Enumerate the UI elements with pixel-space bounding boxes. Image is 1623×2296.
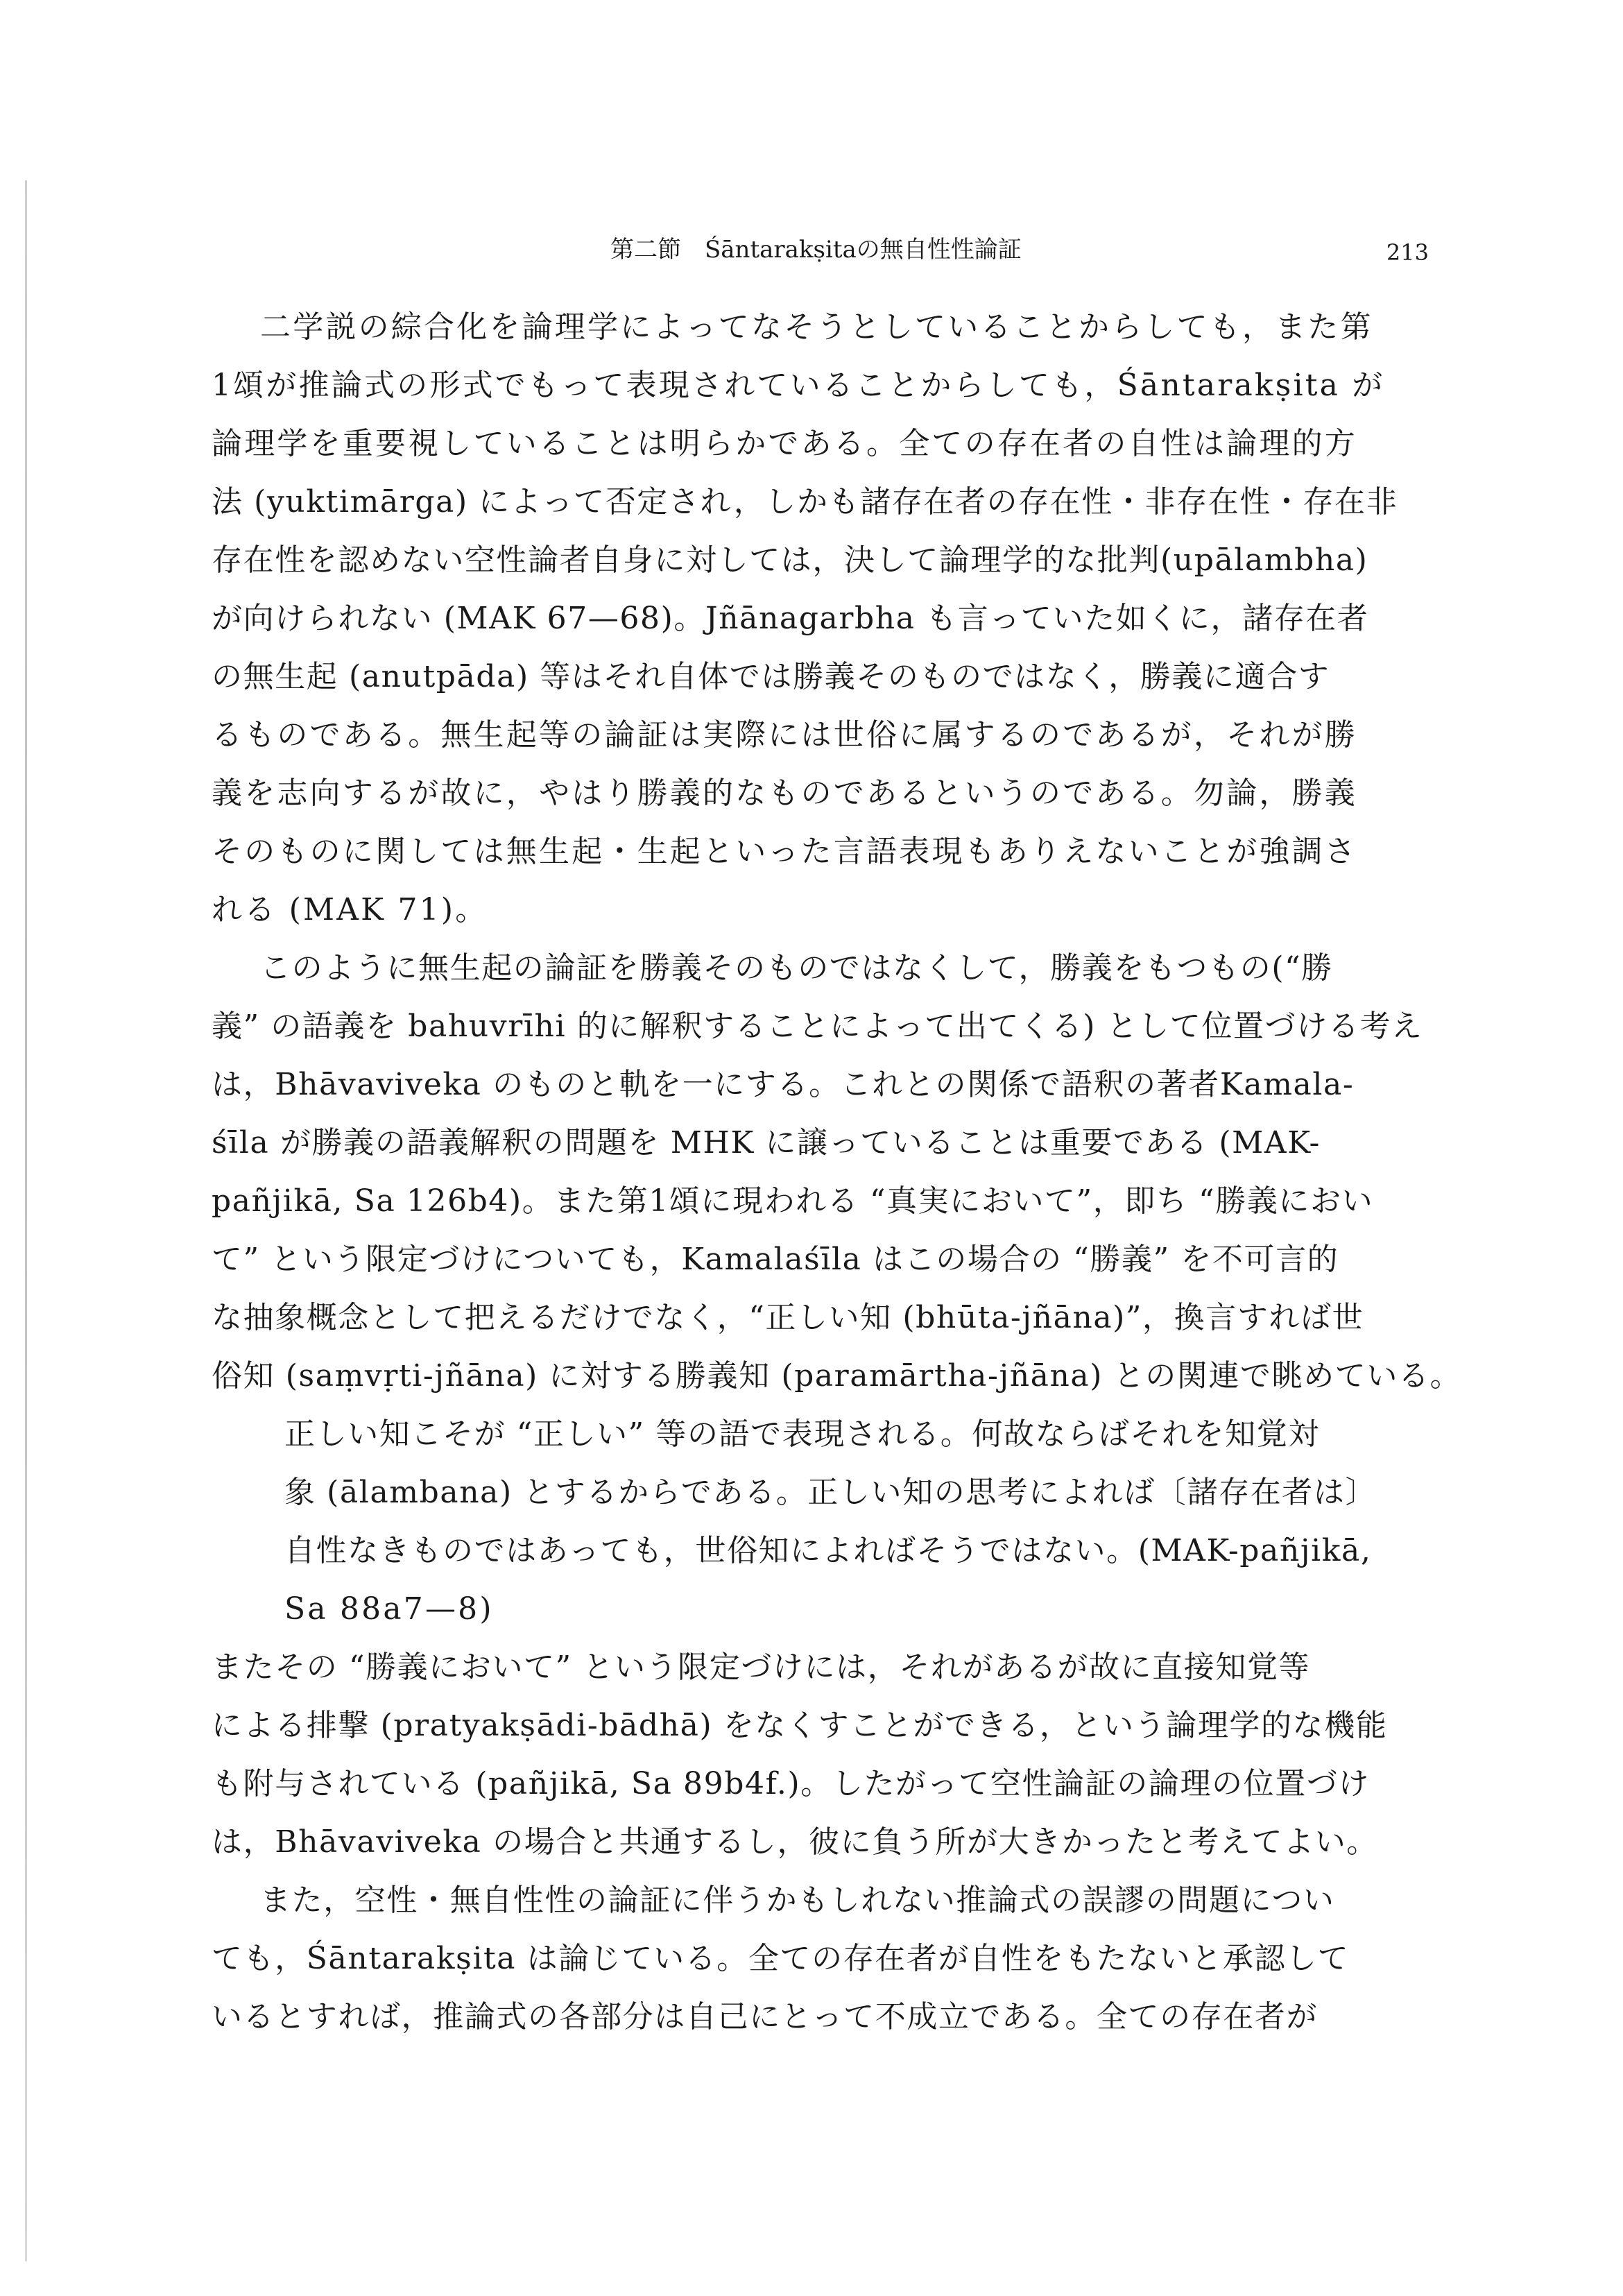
section-title: 第二節 Śāntarakṣitaの無自性性論証 <box>610 236 1022 264</box>
text-line: の無生起 (anutpāda) 等はそれ自体では勝義そのものではなく，勝義に適合す <box>212 659 1330 694</box>
text-line: れる (MAK 71)。 <box>212 892 488 927</box>
quote-line: Sa 88a7—8) <box>284 1591 494 1627</box>
running-header <box>250 229 1429 271</box>
text-line: また，空性・無自性性の論証に伴うかもしれない推論式の誤謬の問題につい <box>260 1883 1335 1918</box>
text-line: 法 (yuktimārga) によって否定され，しかも諸存在者の存在性・非存在性・存在非 <box>212 484 1398 520</box>
text-line: pañjikā, Sa 126b4)。また第1頌に現われる “真実において”，即ち “勝義におい <box>212 1183 1374 1219</box>
text-line: ても，Śāntarakṣita は論じている。全ての存在者が自性をもたないと承認して <box>212 1941 1350 1976</box>
scan-gutter-shadow <box>25 180 27 2261</box>
quote-line: 象 (ālambana) とするからである。正しい知の思考によれば〔諸存在者は〕 <box>284 1475 1377 1510</box>
text-line: 義を志向するが故に，やはり勝義的なものであるというのである。勿論，勝義 <box>212 776 1357 811</box>
text-line: るものである。無生起等の論証は実際には世俗に属するのであるが，それが勝 <box>212 717 1357 753</box>
text-line: そのものに関しては無生起・生起といった言語表現もありえないことが強調さ <box>212 834 1357 869</box>
text-line: いるとすれば，推論式の各部分は自己にとって不成立である。全ての存在者が <box>212 1999 1319 2034</box>
quote-line: 正しい知こそが “正しい” 等の語で表現される。何故ならばそれを知覚対 <box>284 1416 1320 1452</box>
text-line: 二学説の綜合化を論理学によってなそうとしていることからしても，また第 <box>260 309 1373 345</box>
text-line: またその “勝義において” という限定づけには，それがあるが故に直接知覚等 <box>212 1650 1311 1685</box>
text-line: て” という限定づけについても，Kamalaśīla はこの場合の “勝義” を不可言的 <box>212 1242 1339 1277</box>
text-line: このように無生起の論証を勝義そのものではなくして，勝義をもつもの(“勝 <box>260 950 1333 986</box>
quote-line: 自性なきものではあっても，世俗知によればそうではない。(MAK-pañjikā, <box>284 1533 1372 1568</box>
text-line: 義” の語義を bahuvrīhi 的に解釈することによって出てくる) として位置づける考え <box>212 1009 1423 1044</box>
text-line: による排撃 (pratyakṣādi-bādhā) をなくすことができる，という論理学的な機能 <box>212 1708 1388 1743</box>
body-text <box>212 298 1462 2046</box>
text-line: 存在性を認めない空性論者自身に対しては，決して論理学的な批判(upālambha) <box>212 542 1368 578</box>
page-number: 213 <box>1386 239 1429 266</box>
text-line: śīla が勝義の語義解釈の問題を MHK に譲っていることは重要である (MAK- <box>212 1125 1321 1160</box>
text-line: が向けられない (MAK 67—68)。Jñānagarbha も言っていた如くに，諸存在者 <box>212 601 1369 636</box>
text-line: は，Bhāvaviveka の場合と共通するし，彼に負う所が大きかったと考えてよい。 <box>212 1824 1378 1860</box>
text-line: な抽象概念として把えるだけでなく，“正しい知 (bhūta-jñāna)”，換言すれば世 <box>212 1300 1364 1335</box>
text-line: 論理学を重要視していることは明らかである。全ての存在者の自性は論理的方 <box>212 426 1357 461</box>
text-line: は，Bhāvaviveka のものと軌を一にする。これとの関係で語釈の著者Kamala- <box>212 1067 1355 1102</box>
text-line: 俗知 (saṃvṛti-jñāna) に対する勝義知 (paramārtha-jñāna) との関連で眺めている。 <box>212 1358 1462 1394</box>
text-line: 1頌が推論式の形式でもって表現されていることからしても，Śāntarakṣita が <box>212 368 1385 403</box>
text-line: も附与されている (pañjikā, Sa 89b4f.)。したがって空性論証の論理の位置づけ <box>212 1766 1371 1801</box>
